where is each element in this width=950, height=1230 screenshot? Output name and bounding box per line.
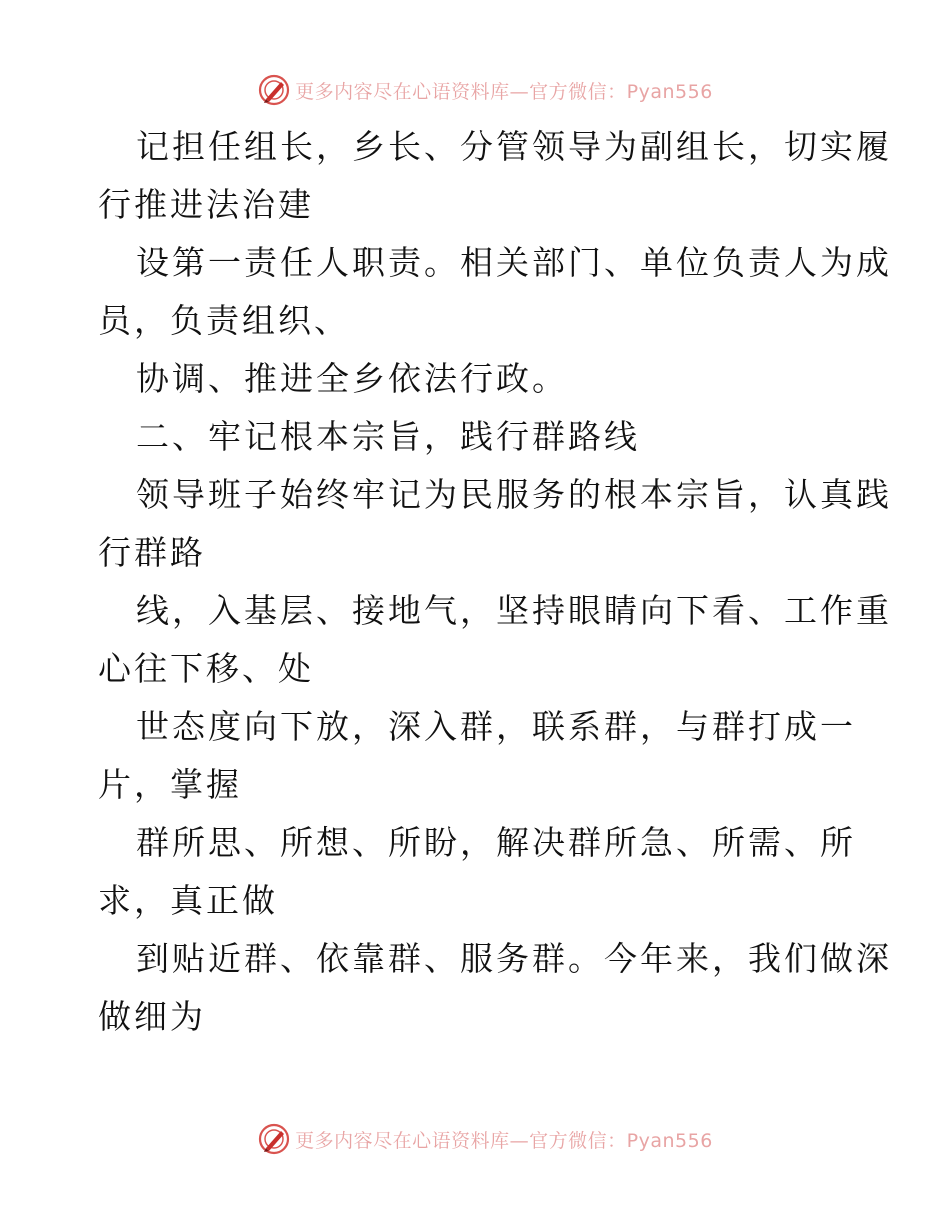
text-line: 求，真正做: [98, 881, 278, 920]
text-line: 员，负责组织、: [98, 301, 350, 340]
document-body: [98, 118, 892, 1046]
text-line: 行群路: [98, 533, 206, 572]
watermark-text: 更多内容尽在心语资料库—官方微信：Pyan556: [295, 80, 713, 103]
text-line: 世态度向下放，深入群，联系群，与群打成一: [136, 707, 856, 746]
text-line: 到贴近群、依靠群、服务群。今年来，我们做深: [136, 939, 892, 978]
text-line: 协调、推进全乡依法行政。: [136, 359, 568, 398]
text-line: 线，入基层、接地气，坚持眼睛向下看、工作重: [136, 591, 892, 630]
text-line: 群所思、所想、所盼，解决群所急、所需、所: [136, 823, 856, 862]
text-line: 心往下移、处: [98, 649, 314, 688]
text-line: 记担任组长，乡长、分管领导为副组长，切实履: [136, 127, 892, 166]
pen-logo-icon: [257, 1122, 291, 1156]
text-line: 设第一责任人职责。相关部门、单位负责人为成: [136, 243, 892, 282]
pen-logo-icon: [257, 73, 291, 107]
section-heading: 二、牢记根本宗旨，践行群路线: [136, 417, 640, 456]
footer-watermark: [0, 1121, 950, 1157]
text-line: 领导班子始终牢记为民服务的根本宗旨，认真践: [136, 475, 892, 514]
header-watermark: [0, 72, 950, 108]
watermark-text: 更多内容尽在心语资料库—官方微信：Pyan556: [295, 1129, 713, 1152]
text-line: 行推进法治建: [98, 185, 314, 224]
text-line: 做细为: [98, 997, 206, 1036]
text-line: 片，掌握: [98, 765, 242, 804]
